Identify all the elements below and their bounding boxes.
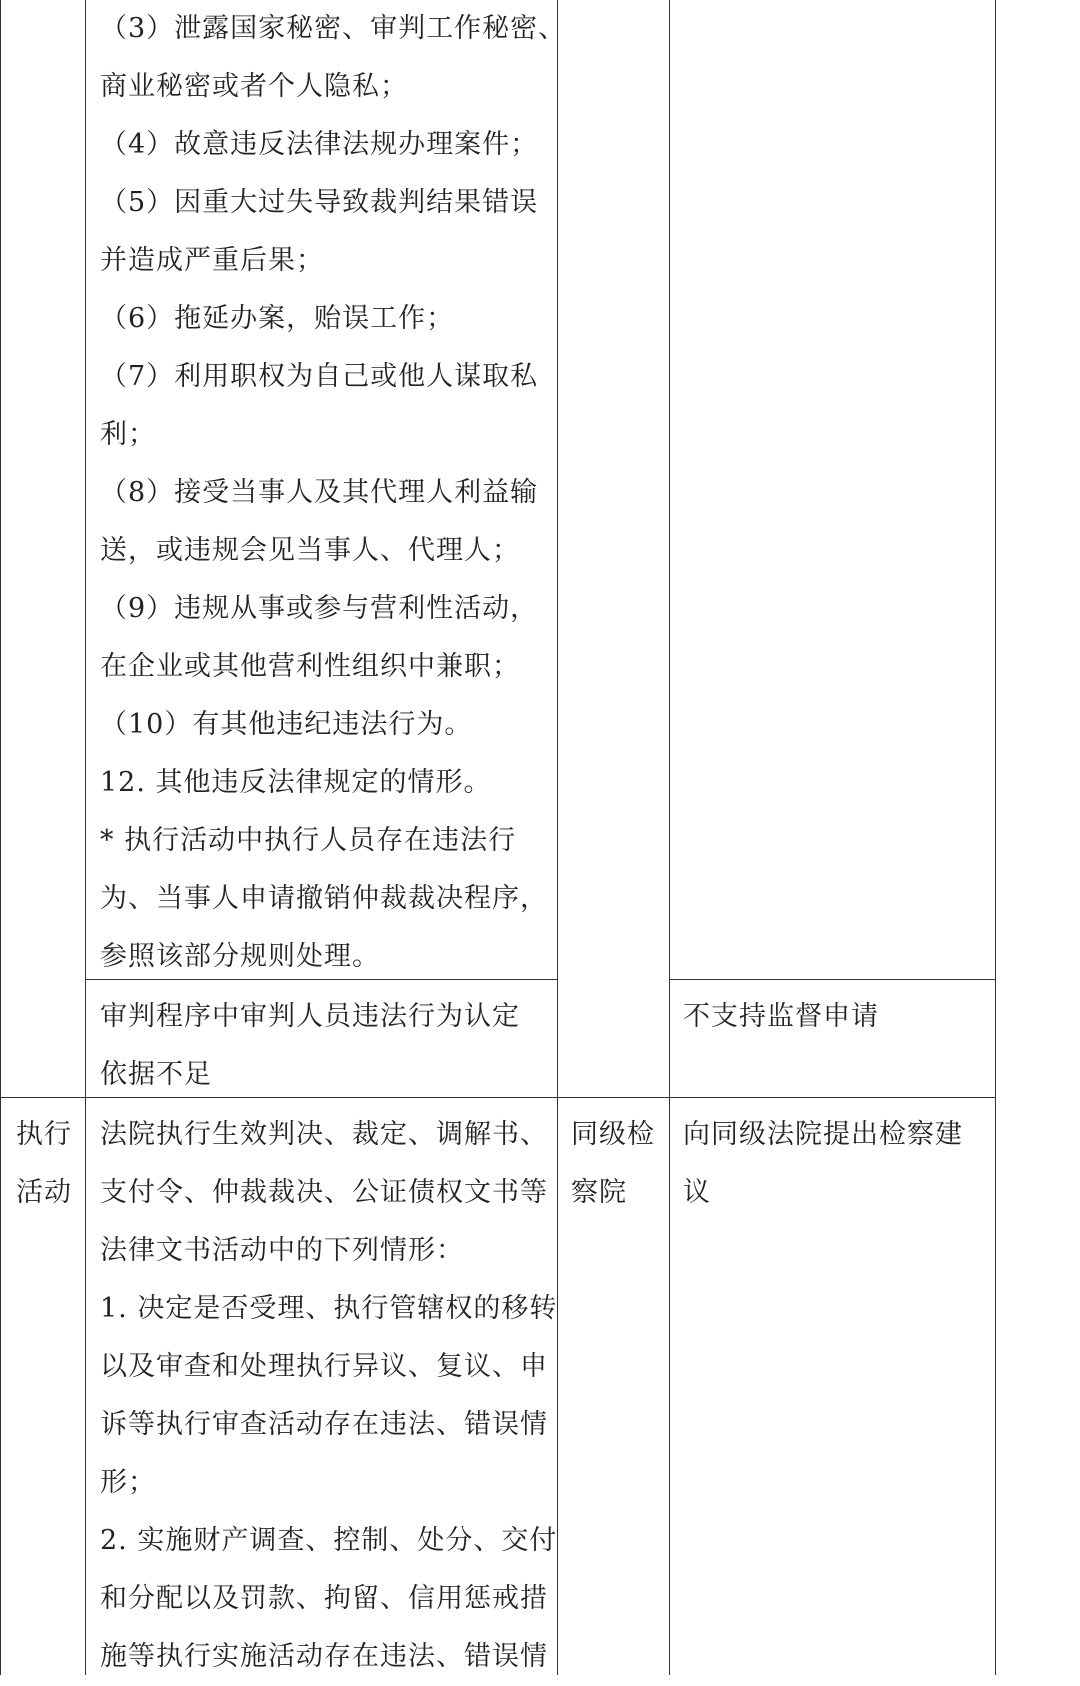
content-line: （8）接受当事人及其代理人利益输 [100, 477, 539, 508]
content-line: （9）违规从事或参与营利性活动， [100, 593, 539, 624]
column-divider-2 [557, 0, 558, 1675]
content-line: 法院执行生效判决、裁定、调解书、 [100, 1119, 548, 1150]
content-line: 并造成严重后果； [100, 245, 324, 276]
result-line: 议 [683, 1177, 711, 1208]
row-divider-upper-result [669, 979, 995, 980]
result-not-supported: 不支持监督申请 [683, 1001, 879, 1032]
content-line: 法律文书活动中的下列情形： [100, 1235, 464, 1266]
content-line: （7）利用职权为自己或他人谋取私 [100, 361, 539, 392]
content-line: 12. 其他违反法律规定的情形。 [100, 767, 492, 798]
content-line: （3）泄露国家秘密、审判工作秘密、 [100, 13, 567, 44]
result-line: 向同级法院提出检察建 [683, 1119, 963, 1150]
table-border-left [0, 0, 1, 1675]
content-line: * 执行活动中执行人员存在违法行 [100, 825, 517, 856]
content-line: 2. 实施财产调查、控制、处分、交付 [100, 1525, 558, 1556]
content-line: 形； [100, 1467, 156, 1498]
authority-line: 同级检 [571, 1119, 655, 1150]
content-line: 为、当事人申请撤销仲裁裁决程序， [100, 883, 548, 914]
authority-line: 察院 [571, 1177, 627, 1208]
content-line: 利； [100, 419, 156, 450]
content-line: 在企业或其他营利性组织中兼职； [100, 651, 520, 682]
content-line: 支付令、仲裁裁决、公证债权文书等 [100, 1177, 548, 1208]
content-line: 以及审查和处理执行异议、复议、申 [100, 1351, 548, 1382]
content-line: 诉等执行审查活动存在违法、错误情 [100, 1409, 548, 1440]
content-line: 商业秘密或者个人隐私； [100, 71, 408, 102]
content-line: 依据不足 [100, 1059, 212, 1090]
column-divider-4 [995, 0, 996, 1675]
content-line: 审判程序中审判人员违法行为认定 [100, 1001, 520, 1032]
content-line: （4）故意违反法律法规办理案件； [100, 129, 539, 160]
content-line: 送，或违规会见当事人、代理人； [100, 535, 520, 566]
content-line: 参照该部分规则处理。 [100, 941, 380, 972]
column-divider-3 [669, 0, 670, 1675]
content-line: （10）有其他违纪违法行为。 [100, 709, 473, 740]
content-line: （6）拖延办案，贻误工作； [100, 303, 455, 334]
content-line: 1. 决定是否受理、执行管辖权的移转 [100, 1293, 558, 1324]
category-line: 执行 [16, 1119, 72, 1150]
content-line: （5）因重大过失导致裁判结果错误 [100, 187, 539, 218]
content-line: 和分配以及罚款、拘留、信用惩戒措 [100, 1583, 548, 1614]
content-line: 施等执行实施活动存在违法、错误情 [100, 1641, 548, 1672]
column-divider-1 [85, 0, 86, 1675]
category-line: 活动 [16, 1177, 72, 1208]
